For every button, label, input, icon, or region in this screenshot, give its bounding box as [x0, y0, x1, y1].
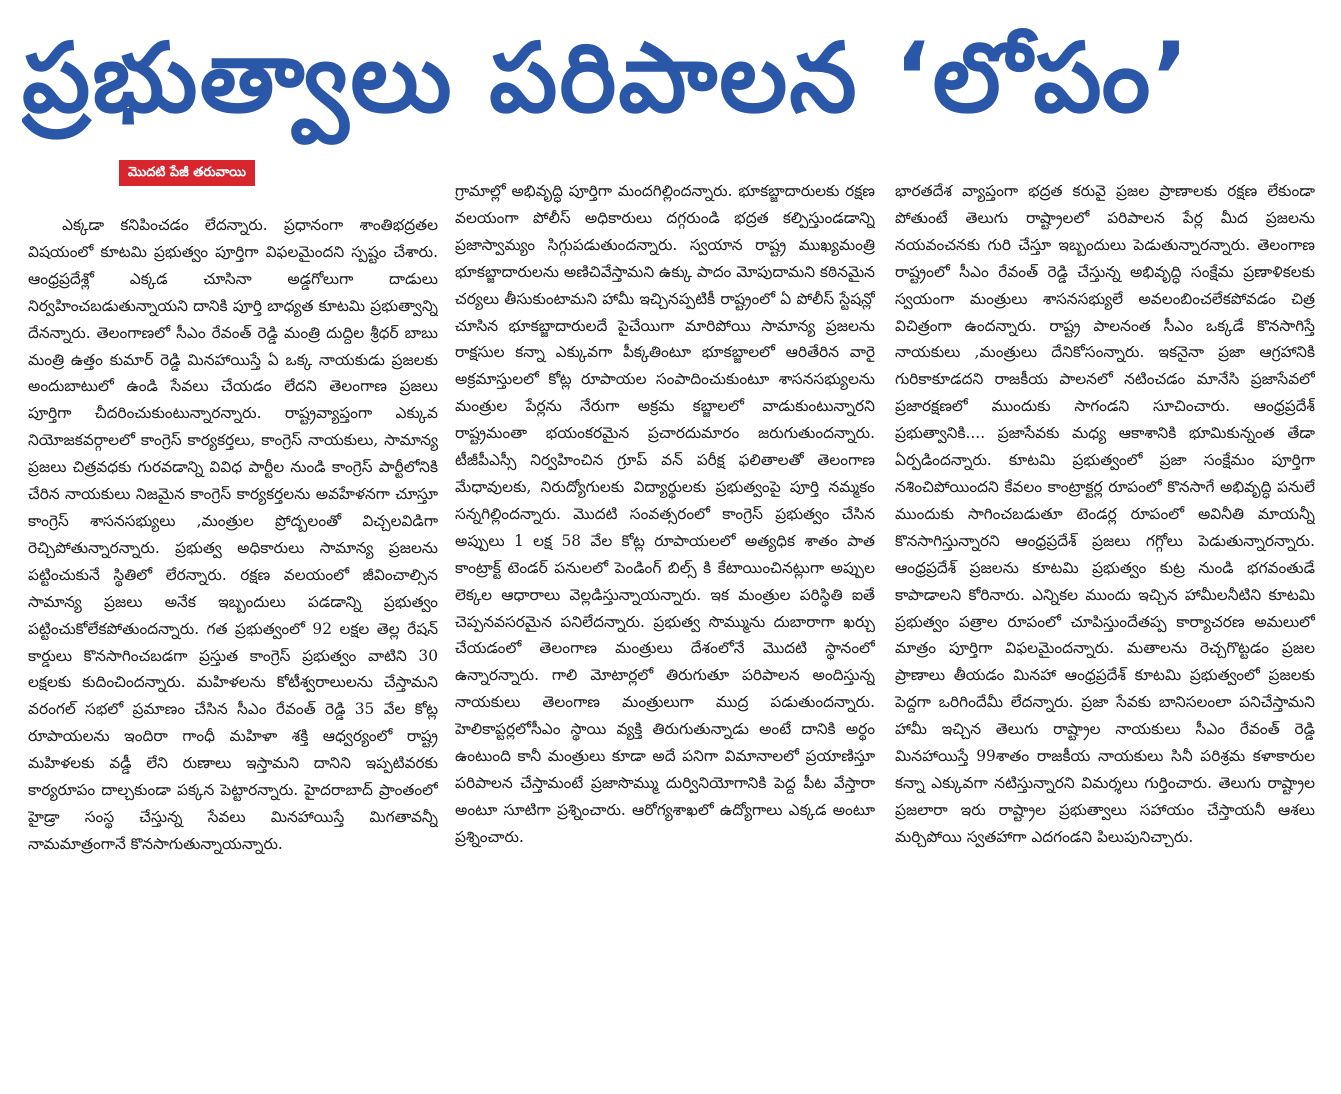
column-3-text: భారతదేశ వ్యాప్తంగా భద్రత కరువై ప్రజల ప్రాణాలకు రక్షణ లేకుండా పోతుంటే తెలుగు రాష్ట్రాలలో పరిపాలన పేర్ల మీద ప్రజలను నయవంచనకు గురి చేస్తూ ఇబ్బందులు పెడుతున్నారన్నారు. తెలంగాణ రాష్ట్రంలో సీఎం రేవంత్ రెడ్డి చేస్తున్న అభివృద్ధి సంక్షేమ ప్రణాళికలకు స్వయంగా మంత్రులు శాసనసభ్యులే అవలంబించలేకపోవడం చిత్ర విచిత్రంగా ఉందన్నారు. రాష్ట్ర పాలనంత సీఎం ఒక్కడే కొనసాగిస్తే నాయకులు ,మంత్రులు దేనికోసంన్నారు. ఇకనైనా ప్రజా ఆగ్రహానికి గురికాకూడదని రాజకీయ పాలనలో నటించడం మానేసి ప్రజాసేవలో ప్రజారక్షణలో ముందుకు సాగండని సూచించారు. ఆంధ్రప్రదేశ్ ప్రభుత్వానికి.... ప్రజాసేవకు మధ్య ఆకాశానికి భూమికున్నంత తేడా ఏర్పడిందన్నారు. కూటమి ప్రభుత్వంలో ప్రజా సంక్షేమం పూర్తిగా నశించిపోయిందని కేవలం కాంట్రాక్టర్ల రూపంలో కొనసాగే అభివృద్ధి పనులే ముందుకు సాగించబడుతూ టెండర్ల రూపంలో అవినీతి మాయన్నీ కొనసాగిస్తున్నారని ఆంధ్రప్రదేశ్ ప్రజలు గగ్గోలు పెడుతున్నారన్నారు. ఆంధ్రప్రదేశ్ ప్రజలను కూటమి ప్రభుత్వం కుట్ర నుండి భగవంతుడే కాపాడాలని కోరినారు. ఎన్నికల ముందు ఇచ్చిన హామీలనీటిని కూటమి ప్రభుత్వం పత్రాల రూపంలో చూపిస్తుందేతప్ప కార్యాచరణ అమలులో మాత్రం పూర్తిగా విఫలమైందన్నారు. మతాలను రెచ్చగొట్టడం ప్రజల ప్రాణాలు తీయడం మినహా ఆంధ్రప్రదేశ్ కూటమి ప్రభుత్వంలో ప్రజలకు పెద్దగా ఒరిగిందేమీ లేదన్నారు. ప్రజా సేవకు బానిసలంలా పనిచేస్తామని హామీ ఇచ్చిన తెలుగు రాష్ట్రాల నాయకులు సీఎం రేవంత్ రెడ్డి మినహాయిస్తే 99శాతం రాజకీయ నాయకులు సినీ పరిశ్రమ కళాకారుల కన్నా ఎక్కువగా నటిస్తున్నారని విమర్శలు గుర్తించారు. తెలుగు రాష్ట్రాల ప్రజలారా ఇరు రాష్ట్రాల ప్రభుత్వాలు సహాయం చేస్తాయనీ ఆశలు మర్చిపోయి స్వతహాగా ఎదగండని పిలుపునిచ్చారు. — [895, 182, 1315, 846]
article-column-2 — [455, 178, 875, 1082]
article-column-1 — [28, 212, 438, 1082]
article-column-3 — [895, 178, 1315, 1082]
column-2-text: గ్రామాల్లో అభివృద్ధి పూర్తిగా మందగిల్లిందన్నారు. భూకబ్జాదారులకు రక్షణ వలయంగా పోలీస్ అధికారులు దగ్గరుండి భద్రత కల్పిస్తుండడాన్ని ప్రజాస్వామ్యం సిగ్గుపడుతుందన్నారు. స్వయాన రాష్ట్ర ముఖ్యమంత్రి భూకబ్జాదారులను అణిచివేస్తామని ఉక్కు పాదం మోపుదామని కఠినమైన చర్యలు తీసుకుంటామని హామీ ఇచ్చినప్పటికీ రాష్ట్రంలో ఏ పోలీస్ స్టేషన్లో చూసిన భూకబ్జాదారులదే పైచేయిగా మారిపోయి సామాన్య ప్రజలను రాక్షసుల కన్నా ఎక్కువగా పీక్కతింటూ భూకబ్జాలలో ఆరితేరిన వారై అక్రమాస్తులలో కోట్ల రూపాయల సంపాదించుకుంటూ శాసనసభ్యులను మంత్రుల పేర్లను నేరుగా అక్రమ కబ్జాలలో వాడుకుంటున్నారని రాష్ట్రమంతా భయంకరమైన ప్రచారదుమారం జరుగుతుందన్నారు. టీజీపీఎస్సీ నిర్వహించిన గ్రూప్ వన్ పరీక్ష ఫలితాలతో తెలంగాణ మేధావులకు, నిరుద్యోగులకు విద్యార్థులకు ప్రభుత్వంపై పూర్తి నమ్మకం సన్నగిల్లిందన్నారు. మొదటి సంవత్సరంలో కాంగ్రెస్ ప్రభుత్వం చేసిన అప్పులు 1 లక్ష 58 వేల కోట్ల రూపాయలలో అత్యధిక శాతం పాత కాంట్రాక్ట్ టెండర్ పనులలో పెండింగ్ బిల్స్ కి కేటాయించినట్లుగా అప్పుల లెక్కల ఆధారాలు వెల్లడిస్తున్నాయన్నారు. ఇక మంత్రుల పరిస్థితి ఐతే చెప్పనవసరమైన పనిలేదన్నారు. ప్రభుత్వ సొమ్మును దుబారాగా ఖర్చు చేయడంలో తెలంగాణ మంత్రులు దేశంలోనే మొదటి స్థానంలో ఉన్నారన్నారు. గాలి మోటార్లలో తిరుగుతూ పరిపాలన అందిస్తున్న నాయకులు తెలంగాణ మంత్రులుగా ముద్ర పడుతుందన్నారు. హెలికాప్టర్లలోసీఎం స్థాయి వ్యక్తి తిరుగుతున్నాడు అంటే దానికి అర్థం ఉంటుంది కానీ మంత్రులు కూడా అదే పనిగా విమానాలలో ప్రయాణిస్తూ పరిపాలన చేస్తామంటే ప్రజాసొమ్ము దుర్వినియోగానికి పెద్ద పీట వేస్తారా అంటూ సూటిగా ప్రశ్నించారు. ఆరోగ్యశాఖలో ఉద్యోగాలు ఎక్కడ అంటూ ప్రశ్నించారు. — [455, 182, 875, 846]
headline: ప్రభుత్వాలు పరిపాలన ‘లోపం’ — [22, 22, 1191, 134]
column-1-text: ఎక్కడా కనిపించడం లేదన్నారు. ప్రధానంగా శాంతిభద్రతల విషయంలో కూటమి ప్రభుత్వం పూర్తిగా విఫలమైందని స్పష్టం చేశారు. ఆంధ్రప్రదేశ్లో ఎక్కడ చూసినా అడ్డగోలుగా దాడులు నిర్వహించబడుతున్నాయని దానికి పూర్తి బాధ్యత కూటమి ప్రభుత్వాన్ని దేనన్నారు. తెలంగాణలో సీఎం రేవంత్ రెడ్డి మంత్రి దుద్దిల శ్రీధర్ బాబు మంత్రి ఉత్తం కుమార్ రెడ్డి మినహాయిస్తే ఏ ఒక్క నాయకుడు ప్రజలకు అందుబాటులో ఉండి సేవలు చేయడం లేదని తెలంగాణ ప్రజలు పూర్తిగా చీదరించుకుంటున్నారన్నారు. రాష్ట్రవ్యాప్తంగా ఎక్కువ నియోజకవర్గాలలో కాంగ్రెస్ కార్యకర్తలు, కాంగ్రెస్ నాయకులు, సామాన్య ప్రజలు చిత్రవధకు గురవడాన్ని వివిధ పార్టీల నుండి కాంగ్రెస్ పార్టీలోనికి చేరిన నాయకులు నిజమైన కాంగ్రెస్ కార్యకర్తలను అవహేళనగా చూస్తూ కాంగ్రెస్ శాసనసభ్యులు ,మంత్రుల ప్రోద్బలంతో విచ్చలవిడిగా రెచ్చిపోతున్నారన్నారు. ప్రభుత్వ అధికారులు సామాన్య ప్రజలను పట్టించుకునే స్థితిలో లేరన్నారు. రక్షణ వలయంలో జీవించాల్సిన సామాన్య ప్రజలు అనేక ఇబ్బందులు పడడాన్ని ప్రభుత్వం పట్టించుకోలేకపోతుందన్నారు. గత ప్రభుత్వంలో 92 లక్షల తెల్ల రేషన్ కార్డులు కొనసాగించబడగా ప్రస్తుత కాంగ్రెస్ ప్రభుత్వం వాటిని 30 లక్షలకు కుదించిందన్నారు. మహిళలను కోటీశ్వరాలులను చేస్తామని వరంగల్ సభలో ప్రమాణం చేసిన సీఎం రేవంత్ రెడ్డి 35 వేల కోట్ల రూపాయలను ఇందిరా గాంధీ మహిళా శక్తి ఆధ్వర్యంలో రాష్ట్ర మహిళలకు వడ్డీ లేని రుణాలు ఇస్తామని దానిని ఇప్పటివరకు కార్యరూపం దాల్చకుండా పక్కన పెట్టారన్నారు. హైదరాబాద్ ప్రాంతంలో హైడ్రా సంస్థ చేస్తున్న సేవలు మినహాయిస్తే మిగతావన్నీ నామమాత్రంగానే కొనసాగుతున్నాయన్నారు. — [28, 216, 438, 853]
continuation-tag: మొదటి పేజీ తరువాయి — [119, 160, 255, 186]
